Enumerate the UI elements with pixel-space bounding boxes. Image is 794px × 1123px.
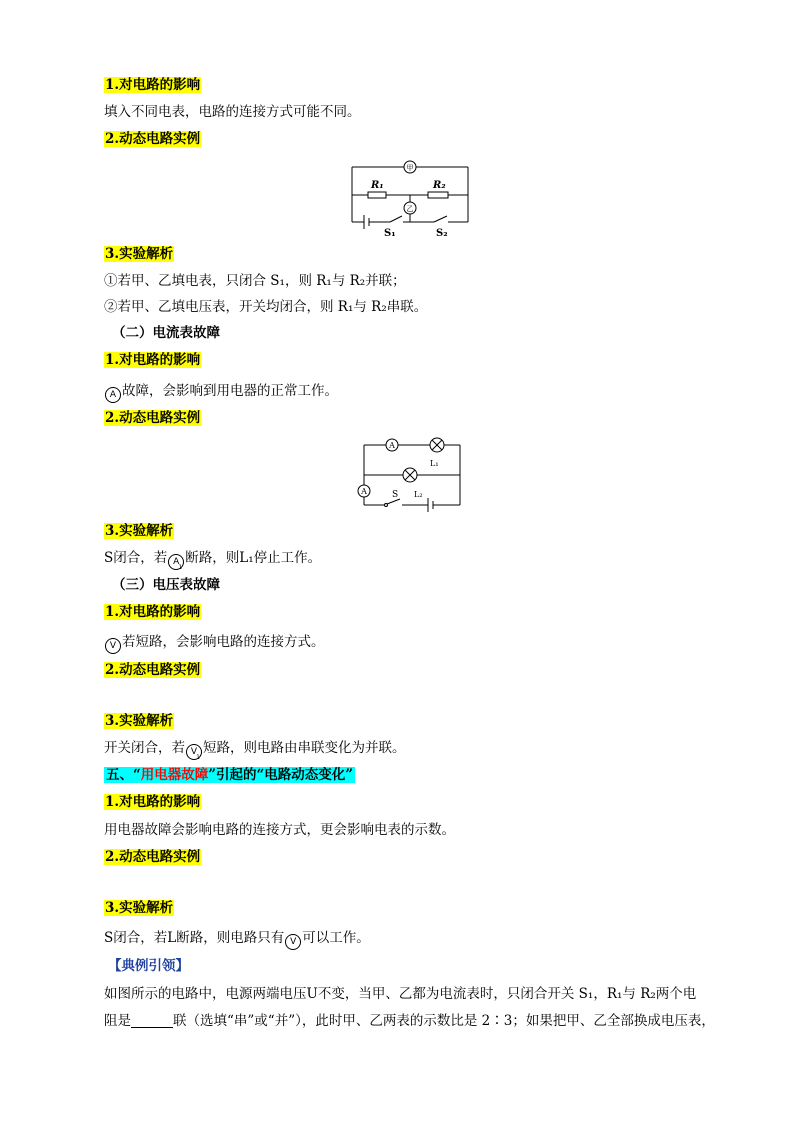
effect-text: A 故障，会影响到用电器的正常工作。 xyxy=(104,382,338,403)
lamp-top-icon xyxy=(430,438,444,452)
heading-example: 2.动态电路实例 xyxy=(105,662,201,678)
heading-effect: 1.对电路的影响 xyxy=(105,77,201,93)
meter-jia xyxy=(404,161,416,173)
ammeter-left xyxy=(358,485,370,497)
resistor-r1 xyxy=(368,180,386,198)
section-title-ammeter-fault: （二）电流表故障 xyxy=(112,325,220,341)
section-title-voltmeter-fault: （三）电压表故障 xyxy=(112,577,220,593)
ammeter-top xyxy=(386,439,398,451)
heading-example: 2.动态电路实例 xyxy=(105,410,201,426)
lamp-l2-label: L₂ xyxy=(414,490,423,499)
answer-blank xyxy=(131,1013,173,1028)
svg-text:A: A xyxy=(361,487,367,496)
effect-text: V 若短路，会影响电路的连接方式。 xyxy=(104,633,325,654)
svg-text:A: A xyxy=(389,441,395,450)
meter-yi xyxy=(404,202,416,214)
voltmeter-symbol-icon: V xyxy=(285,934,301,950)
heading-effect: 1.对电路的影响 xyxy=(105,604,201,620)
svg-text:R₁: R₁ xyxy=(371,180,384,191)
battery xyxy=(428,498,433,512)
heading-effect: 1.对电路的影响 xyxy=(105,352,201,368)
effect-text: 填入不同电表，电路的连接方式可能不同。 xyxy=(104,104,361,120)
svg-text:L₁: L₁ xyxy=(430,459,439,468)
section-title-appliance-fault: 五、“用电器故障”引起的“电路动态变化” xyxy=(106,767,354,783)
switch-s2 xyxy=(434,216,448,239)
resistor-r2 xyxy=(428,180,448,198)
battery xyxy=(364,215,369,229)
example-paragraph-line-1: 如图所示的电路中，电源两端电压U不变，当甲、乙都为电流表时，只闭合开关 S₁，R₁与 R₂两个电 xyxy=(104,986,697,1002)
ammeter-symbol-icon: A 1 xyxy=(168,554,184,570)
voltmeter-symbol-icon: V 1 xyxy=(186,744,202,760)
circuit-diagram-1 xyxy=(348,155,474,240)
example-paragraph-line-2: 阻是 联（选填“串”或“并”），此时甲、乙两表的示数比是 2∶3；如果把甲、乙全部换成电压表， xyxy=(104,1013,715,1029)
effect-text: 用电器故障会影响电路的连接方式，更会影响电表的示数。 xyxy=(104,822,455,838)
svg-text:S₁: S₁ xyxy=(384,228,396,239)
heading-analysis: 3.实验解析 xyxy=(105,246,174,262)
lamp-l1-icon xyxy=(403,459,439,482)
circuit-diagram-2 xyxy=(354,434,466,514)
svg-text:S: S xyxy=(392,490,399,500)
heading-analysis: 3.实验解析 xyxy=(105,713,174,729)
voltmeter-symbol-icon: V xyxy=(105,638,121,654)
analysis-line-1: ①若甲、乙填电表，只闭合 S₁，则 R₁与 R₂并联； xyxy=(104,273,406,289)
switch-s xyxy=(385,490,401,507)
switch-s1 xyxy=(384,216,402,239)
heading-analysis: 3.实验解析 xyxy=(105,900,174,916)
heading-example: 2.动态电路实例 xyxy=(105,849,201,865)
analysis-text: 开关闭合，若 V 1 短路，则电路由串联变化为并联。 xyxy=(104,740,406,761)
example-title: 【典例引领】 xyxy=(108,958,189,974)
analysis-line-2: ②若甲、乙填电压表，开关均闭合，则 R₁与 R₂串联。 xyxy=(104,299,428,315)
heading-effect: 1.对电路的影响 xyxy=(105,794,201,810)
svg-text:乙: 乙 xyxy=(406,205,414,213)
svg-text:R₂: R₂ xyxy=(433,180,446,191)
heading-example: 2.动态电路实例 xyxy=(105,131,201,147)
analysis-text: S闭合，若 A 1 断路，则L₁停止工作。 xyxy=(104,550,322,571)
analysis-text: S闭合，若L断路，则电路只有 V 可以工作。 xyxy=(104,929,370,950)
ammeter-symbol-icon: A xyxy=(105,387,121,403)
svg-text:S₂: S₂ xyxy=(436,228,448,239)
svg-text:甲: 甲 xyxy=(406,164,414,172)
heading-analysis: 3.实验解析 xyxy=(105,523,174,539)
